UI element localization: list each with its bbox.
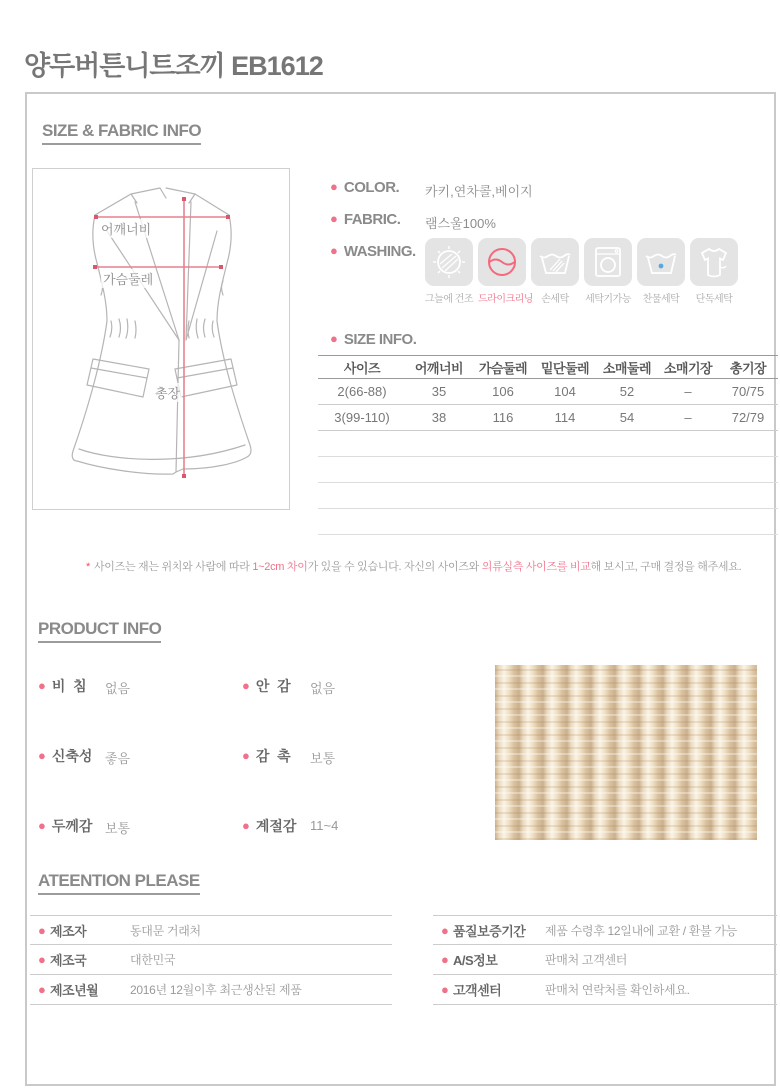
washing-icons bbox=[425, 238, 738, 305]
wash-label: 그늘에 건조 bbox=[425, 294, 474, 305]
washing-item-hand-wash bbox=[531, 238, 579, 305]
cell: – bbox=[658, 405, 718, 431]
bullet-icon: ● bbox=[38, 923, 46, 938]
product-info-item bbox=[38, 746, 92, 766]
bullet-icon: ● bbox=[242, 678, 250, 693]
wash-label: 세탁기가능 bbox=[585, 294, 631, 305]
washing-row bbox=[330, 243, 416, 261]
bullet-icon: ● bbox=[330, 243, 338, 258]
attention-row bbox=[30, 945, 392, 975]
note-seg-highlight: 의류실측 사이즈를 비교 bbox=[481, 561, 591, 573]
bullet-icon: ● bbox=[441, 923, 449, 938]
row-label: A/S정보 bbox=[453, 953, 498, 968]
cell: 104 bbox=[534, 379, 596, 405]
row-label: 품질보증기간 bbox=[453, 923, 526, 939]
size-fabric-heading: SIZE & FABRIC INFO bbox=[42, 121, 201, 145]
product-info-item bbox=[38, 816, 92, 836]
size-table-header-row bbox=[318, 356, 778, 379]
cold-wash-icon bbox=[637, 238, 685, 286]
wash-label: 단독세탁 bbox=[695, 294, 733, 305]
cell: 2(66-88) bbox=[318, 379, 406, 405]
note-star-icon: * bbox=[86, 561, 90, 573]
col-header: 소매둘레 bbox=[596, 356, 658, 379]
wash-alone-icon bbox=[690, 238, 738, 286]
size-table-empty-row bbox=[318, 483, 778, 509]
size-table-empty-row bbox=[318, 457, 778, 483]
product-info-item bbox=[242, 746, 291, 766]
item-value: 없음 bbox=[310, 681, 336, 696]
item-label: 감 촉 bbox=[255, 748, 291, 764]
product-info-item bbox=[38, 676, 87, 696]
note-seg: 사이즈는 재는 위치와 사람에 따라 bbox=[93, 561, 253, 573]
row-label: 제조자 bbox=[50, 923, 87, 939]
bullet-icon: ● bbox=[242, 818, 250, 833]
size-table-empty-row bbox=[318, 431, 778, 457]
size-info-label: SIZE INFO. bbox=[343, 331, 417, 348]
cell: 114 bbox=[534, 405, 596, 431]
row-value: 동대문 거래처 bbox=[130, 923, 201, 938]
row-value: 대한민국 bbox=[130, 953, 176, 967]
attention-row bbox=[433, 915, 777, 945]
note-seg-highlight: 1~2cm 차이 bbox=[252, 561, 308, 573]
product-info-item bbox=[242, 816, 296, 836]
attention-left-table bbox=[30, 915, 392, 1005]
row-label: 고객센터 bbox=[453, 983, 502, 998]
page-title: 양두버튼니트조끼 EB1612 bbox=[24, 51, 323, 81]
fabric-label: FABRIC. bbox=[343, 211, 401, 228]
wash-label: 드라이크리닝 bbox=[478, 294, 533, 305]
cell: 54 bbox=[596, 405, 658, 431]
chest-girth-label: 가슴둘레 bbox=[101, 269, 155, 288]
shade-dry-icon bbox=[425, 238, 473, 286]
row-label: 제조국 bbox=[50, 953, 87, 968]
size-table-empty-row bbox=[318, 509, 778, 535]
color-label: COLOR. bbox=[343, 179, 400, 196]
fabric-row bbox=[330, 211, 400, 229]
size-table-row bbox=[318, 405, 778, 431]
bullet-icon: ● bbox=[38, 982, 46, 997]
cell: 106 bbox=[472, 379, 534, 405]
col-header: 총기장 bbox=[718, 356, 778, 379]
size-note bbox=[86, 558, 741, 574]
product-info-heading: PRODUCT INFO bbox=[38, 619, 161, 643]
attention-right-table bbox=[433, 915, 777, 1005]
col-header: 소매기장 bbox=[658, 356, 718, 379]
attention-row bbox=[30, 915, 392, 945]
washing-item-shade-dry bbox=[425, 238, 473, 305]
attention-heading: ATEENTION PLEASE bbox=[38, 871, 200, 895]
bullet-icon: ● bbox=[441, 982, 449, 997]
washing-label: WASHING. bbox=[343, 243, 416, 260]
cell: 72/79 bbox=[718, 405, 778, 431]
row-value: 판매처 연락처를 확인하세요. bbox=[545, 983, 690, 997]
dry-cleaning-icon bbox=[478, 238, 526, 286]
cell: 52 bbox=[596, 379, 658, 405]
color-value: 카키,연차콜,베이지 bbox=[425, 184, 533, 199]
vest-diagram bbox=[32, 168, 290, 510]
item-label: 신축성 bbox=[51, 748, 93, 764]
bullet-icon: ● bbox=[38, 678, 46, 693]
wash-label: 손세탁 bbox=[541, 294, 569, 305]
machine-washable-icon bbox=[584, 238, 632, 286]
item-value: 11~4 bbox=[310, 818, 339, 833]
size-table-row bbox=[318, 379, 778, 405]
cell: 116 bbox=[472, 405, 534, 431]
washing-item-dry-cleaning bbox=[478, 238, 533, 305]
measure-lines bbox=[95, 199, 228, 476]
bullet-icon: ● bbox=[330, 179, 338, 194]
size-info-row bbox=[330, 331, 416, 349]
item-label: 두께감 bbox=[51, 818, 93, 834]
note-seg: 가 있을 수 있습니다. 자신의 사이즈와 bbox=[307, 561, 482, 573]
cell: 38 bbox=[406, 405, 472, 431]
bullet-icon: ● bbox=[330, 331, 338, 346]
item-label: 비 침 bbox=[51, 678, 87, 694]
washing-item-machine-washable bbox=[584, 238, 632, 305]
bullet-icon: ● bbox=[330, 211, 338, 226]
col-header: 어깨너비 bbox=[406, 356, 472, 379]
fabric-value: 램스울100% bbox=[425, 216, 496, 231]
bullet-icon: ● bbox=[242, 748, 250, 763]
cell: – bbox=[658, 379, 718, 405]
item-value: 보통 bbox=[105, 821, 131, 836]
attention-row bbox=[433, 975, 777, 1005]
bullet-icon: ● bbox=[441, 952, 449, 967]
total-length-label: 총장 bbox=[153, 383, 182, 402]
col-header: 밑단둘레 bbox=[534, 356, 596, 379]
fabric-swatch-photo bbox=[495, 665, 757, 840]
item-value: 없음 bbox=[105, 681, 131, 696]
attention-row bbox=[433, 945, 777, 975]
cell: 35 bbox=[406, 379, 472, 405]
size-info-table bbox=[318, 355, 778, 535]
item-value: 좋음 bbox=[105, 751, 131, 766]
washing-item-wash-alone bbox=[690, 238, 738, 305]
cell: 3(99-110) bbox=[318, 405, 406, 431]
row-value: 2016년 12월이후 최근생산된 제품 bbox=[130, 983, 302, 997]
hand-wash-icon bbox=[531, 238, 579, 286]
bullet-icon: ● bbox=[38, 952, 46, 967]
item-label: 안 감 bbox=[255, 678, 291, 694]
col-header: 사이즈 bbox=[318, 356, 406, 379]
col-header: 가슴둘레 bbox=[472, 356, 534, 379]
row-value: 제품 수령후 12일내에 교환 / 환불 가능 bbox=[545, 923, 738, 938]
product-info-item bbox=[242, 676, 291, 696]
row-value: 판매처 고객센터 bbox=[545, 953, 628, 967]
cell: 70/75 bbox=[718, 379, 778, 405]
item-label: 계절감 bbox=[255, 818, 297, 834]
row-label: 제조년월 bbox=[50, 983, 99, 998]
color-row bbox=[330, 179, 399, 197]
bullet-icon: ● bbox=[38, 748, 46, 763]
wash-label: 찬물세탁 bbox=[642, 294, 680, 305]
note-seg: 해 보시고, 구매 결정을 해주세요. bbox=[590, 561, 742, 573]
washing-item-cold-wash bbox=[637, 238, 685, 305]
shoulder-width-label: 어깨너비 bbox=[99, 219, 153, 238]
bullet-icon: ● bbox=[38, 818, 46, 833]
vest-line-art bbox=[33, 169, 289, 509]
attention-row bbox=[30, 975, 392, 1005]
item-value: 보통 bbox=[310, 751, 336, 766]
